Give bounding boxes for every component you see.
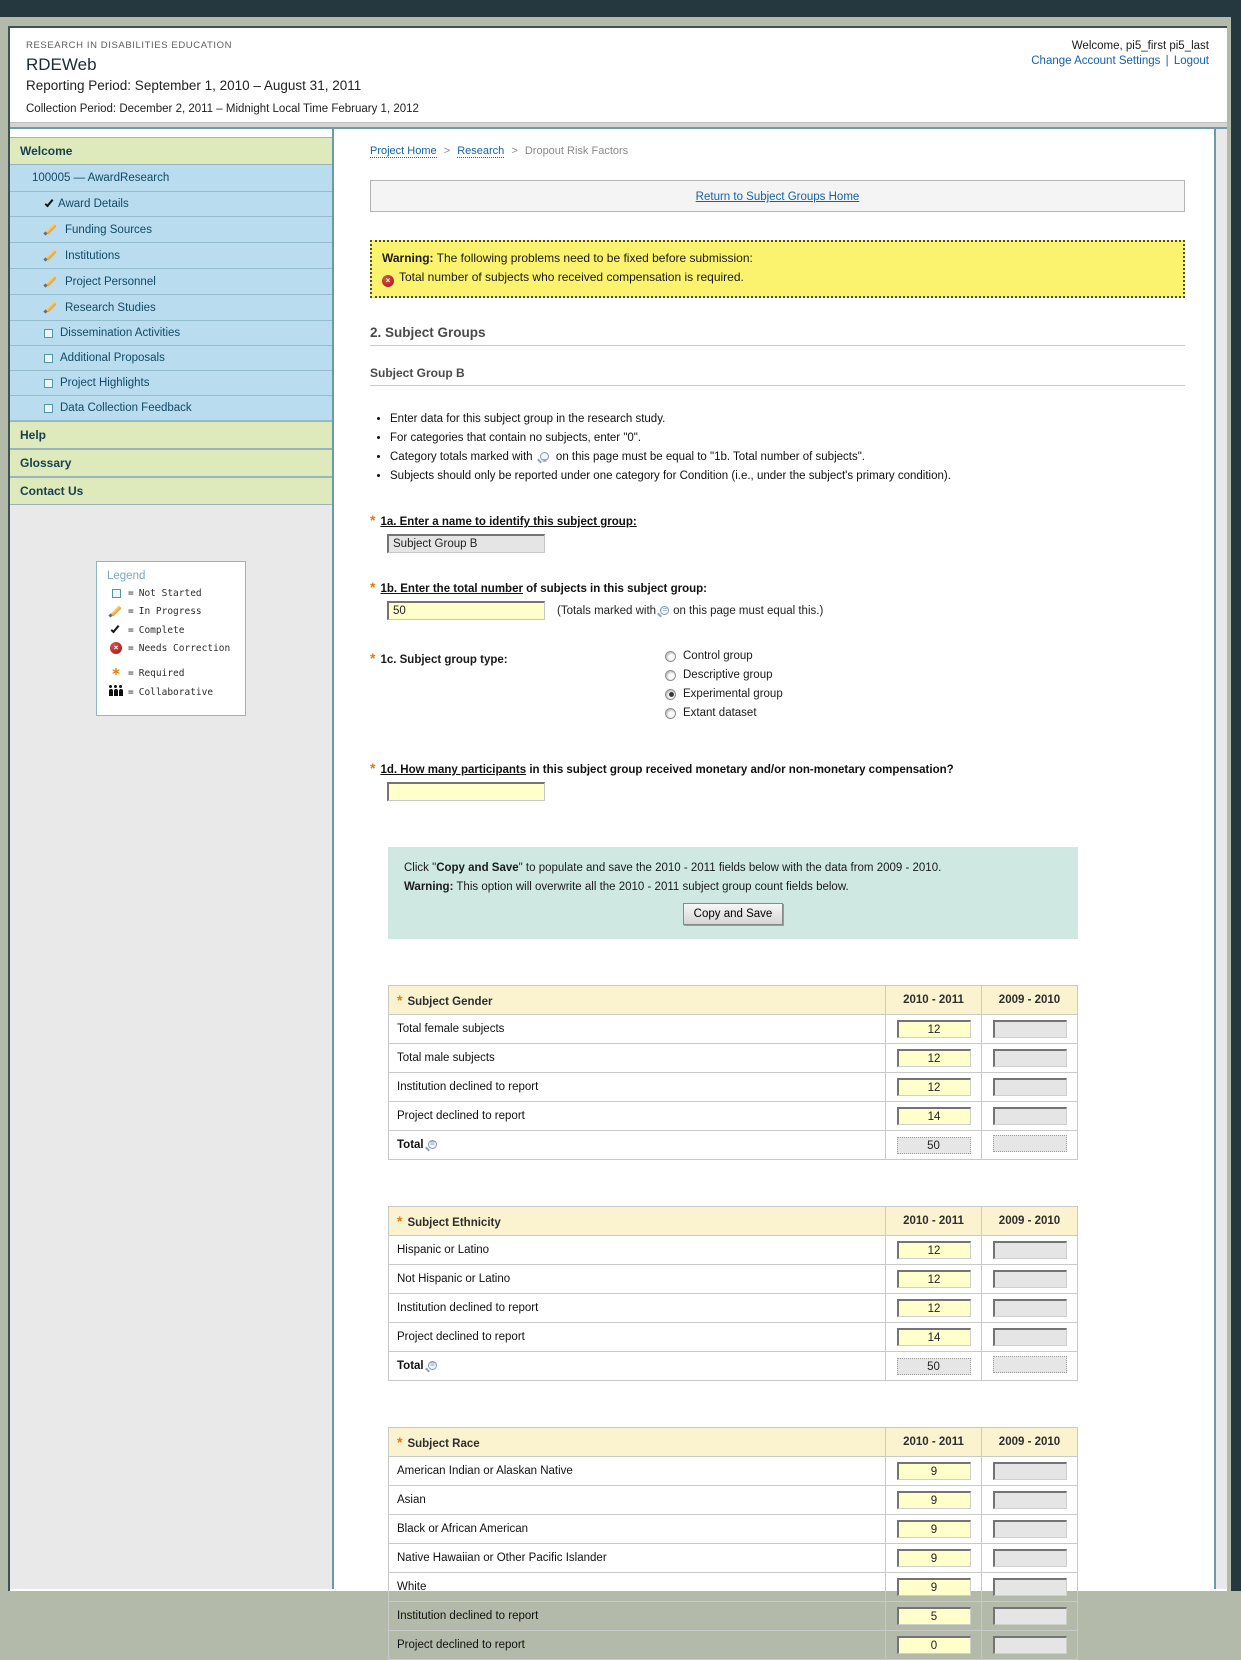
sidebar-header-welcome[interactable]: Welcome [10, 137, 332, 165]
table-row [389, 1544, 1078, 1573]
field-1d-label: 1d. How many participants [380, 764, 527, 776]
subject-ethnicity-institution-declined-to-report-2010-input[interactable] [897, 1299, 971, 1317]
radio-button-icon[interactable] [665, 670, 676, 681]
field-1c-label: 1c. Subject group type: [380, 654, 508, 666]
radio-label: Extant dataset [683, 707, 757, 719]
row-label: Total female subjects [389, 1015, 886, 1044]
breadcrumb-separator: > [443, 145, 451, 157]
instructions-list [390, 410, 1185, 486]
sidebar-header-contact-us[interactable]: Contact Us [10, 477, 332, 505]
sidebar-item-project-highlights[interactable]: Project Highlights [10, 371, 332, 396]
field-1b-note-pre: (Totals marked with [557, 605, 657, 617]
row-label: Hispanic or Latino [389, 1236, 886, 1265]
table-row [389, 1486, 1078, 1515]
table-row [389, 1015, 1078, 1044]
legend-item-required: * = Required [111, 664, 185, 683]
field-1c [370, 650, 1185, 726]
radio-extant-dataset[interactable] [665, 707, 783, 719]
copy-line1-pre: Click " [404, 862, 437, 874]
row-label: Total male subjects [389, 1044, 886, 1073]
subject-race-asian-2010-input[interactable] [897, 1491, 971, 1509]
org-name: RESEARCH IN DISABILITIES EDUCATION [26, 40, 233, 51]
error-icon [382, 275, 394, 287]
subject-ethnicity-not-hispanic-or-latino-2009-input[interactable] [993, 1270, 1067, 1288]
legend-item-complete: = Complete [107, 624, 235, 636]
pencil-icon [44, 249, 58, 262]
main-content [334, 129, 1227, 1651]
subject-ethnicity-header [389, 1207, 886, 1236]
sidebar-header-help[interactable]: Help [10, 421, 332, 449]
legend-item-in-progress: = In Progress [107, 605, 235, 618]
check-icon [110, 624, 119, 633]
collection-period: Collection Period: December 2, 2011 – Midnight Local Time February 1, 2012 [26, 103, 419, 115]
breadcrumb [370, 145, 1185, 157]
row-label: Asian [389, 1486, 886, 1515]
link-divider: | [1165, 55, 1169, 67]
column-header-2009-2010: 2009 - 2010 [982, 1428, 1078, 1457]
legend-box [96, 561, 246, 716]
subject-ethnicity-table [388, 1206, 1078, 1381]
pencil-icon [44, 275, 58, 288]
sidebar-item-dissemination-activities[interactable]: Dissemination Activities [10, 321, 332, 346]
logout-link[interactable]: Logout [1173, 55, 1209, 67]
radio-descriptive-group[interactable] [665, 669, 783, 681]
copy-line1-post: " to populate and save the 2010 - 2011 fields below with the data from 2009 - 2010. [518, 862, 942, 874]
column-header-2009-2010: 2009 - 2010 [982, 986, 1078, 1015]
page-frame-right [1231, 0, 1241, 1591]
sidebar-item-institutions[interactable]: Institutions [10, 243, 332, 269]
subject-gender-total-male-subjects-2009-input[interactable] [993, 1049, 1067, 1067]
table-row [389, 1044, 1078, 1073]
required-icon: * [370, 650, 376, 666]
warning-error-text: Total number of subjects who received compensation is required. [399, 270, 744, 284]
subject-ethnicity-not-hispanic-or-latino-2010-input[interactable] [897, 1270, 971, 1288]
table-total-row [389, 1352, 1078, 1381]
table-row [389, 1631, 1078, 1660]
header-divider [10, 122, 1227, 129]
check-icon [45, 198, 54, 207]
legend-item-needs-correction: × = Needs Correction [107, 642, 235, 654]
radio-experimental-group[interactable] [665, 688, 783, 700]
field-1b [370, 579, 1185, 620]
legend-title: Legend [107, 570, 146, 582]
subject-ethnicity-project-declined-to-report-2009-input[interactable] [993, 1328, 1067, 1346]
breadcrumb-research[interactable]: Research [457, 145, 505, 157]
table-row [389, 1515, 1078, 1544]
subject-race-american-indian-or-alaskan-native-2009-input[interactable] [993, 1462, 1067, 1480]
legend-label: Required [138, 668, 185, 679]
total-subjects-input[interactable] [387, 601, 545, 620]
magnifier-icon [660, 606, 669, 615]
sidebar-item-award-details[interactable]: Award Details [10, 192, 332, 217]
subject-race-institution-declined-to-report-2009-input[interactable] [993, 1607, 1067, 1625]
radio-label: Control group [683, 650, 753, 662]
subject-gender-header [389, 986, 886, 1015]
magnifier-icon [540, 452, 549, 461]
field-1b-label: 1b. Enter the total number [380, 583, 523, 595]
table-row [389, 1323, 1078, 1352]
welcome-user-text: Welcome, pi5_first pi5_last [1071, 40, 1209, 52]
field-1d-label-rest: in this subject group received monetary and/or non-monetary compensation? [529, 764, 954, 776]
sidebar-top-gap [10, 129, 332, 137]
row-label: Project declined to report [389, 1323, 886, 1352]
magnifier-icon [428, 1140, 437, 1149]
field-1b-note-post: on this page must equal this.) [673, 605, 824, 617]
copy-save-box [388, 847, 1078, 939]
subject-group-type-radios [665, 650, 783, 726]
subject-gender-table [388, 985, 1078, 1160]
required-icon: * [397, 1434, 403, 1450]
return-to-subject-groups-link[interactable]: Return to Subject Groups Home [695, 191, 860, 203]
radio-button-icon[interactable] [665, 689, 676, 700]
warning-title: Warning: [382, 251, 434, 265]
required-icon: * [370, 512, 376, 528]
required-icon: * [397, 992, 403, 1008]
pencil-icon [109, 605, 123, 618]
table-title: Subject Race [407, 1438, 480, 1450]
subject-gender-institution-declined-to-report-2009-input[interactable] [993, 1078, 1067, 1096]
field-1a [370, 512, 1185, 553]
reporting-period: Reporting Period: September 1, 2010 – August 31, 2011 [26, 78, 362, 93]
subject-race-black-or-african-american-2009-input[interactable] [993, 1520, 1067, 1538]
table-total-row [389, 1131, 1078, 1160]
square-icon [44, 354, 53, 363]
row-label: American Indian or Alaskan Native [389, 1457, 886, 1486]
section-title: 2. Subject Groups [370, 325, 1185, 346]
row-label: White [389, 1573, 886, 1602]
radio-label: Experimental group [683, 688, 783, 700]
legend-item-not-started: = Not Started [107, 588, 235, 599]
subject-race-table [388, 1427, 1078, 1660]
subject-race-native-hawaiian-or-other-pacific-islander-2009-input[interactable] [993, 1549, 1067, 1567]
row-label: Project declined to report [389, 1102, 886, 1131]
subject-gender-total-2009 [993, 1135, 1067, 1152]
subject-ethnicity-total-2010: 50 [897, 1358, 971, 1375]
sidebar-item-funding-sources[interactable]: Funding Sources [10, 217, 332, 243]
copy-and-save-button[interactable]: Copy and Save [683, 903, 784, 925]
row-label: Not Hispanic or Latino [389, 1265, 886, 1294]
copy-line1-bold: Copy and Save [436, 862, 519, 874]
subject-race-project-declined-to-report-2009-input[interactable] [993, 1636, 1067, 1654]
app-header [10, 28, 1227, 122]
radio-control-group[interactable] [665, 650, 783, 662]
square-icon [44, 329, 53, 338]
subject-gender-project-declined-to-report-2009-input[interactable] [993, 1107, 1067, 1125]
sidebar-item-additional-proposals[interactable]: Additional Proposals [10, 346, 332, 371]
legend-label: Complete [138, 624, 185, 636]
table-row [389, 1602, 1078, 1631]
subject-gender-total-female-subjects-2009-input[interactable] [993, 1020, 1067, 1038]
table-row [389, 1294, 1078, 1323]
instruction-bullet: • Enter data for this subject group in the research study. [390, 410, 1185, 429]
return-bar [370, 180, 1185, 212]
copy-line2-bold: Warning: [404, 881, 454, 893]
column-header-2009-2010: 2009 - 2010 [982, 1207, 1078, 1236]
subject-group-title: Subject Group B [370, 366, 1185, 386]
table-row [389, 1073, 1078, 1102]
table-title: Subject Ethnicity [407, 1217, 501, 1229]
legend-label: In Progress [138, 606, 202, 617]
sidebar-item-research-studies[interactable]: Research Studies [10, 295, 332, 321]
square-icon [44, 379, 53, 388]
subject-gender-total-male-subjects-2010-input[interactable] [897, 1049, 971, 1067]
instruction-bullet: • Subjects should only be reported under one category for Condition (i.e., under the subject's primary condition). [390, 467, 1185, 486]
radio-button-icon[interactable] [665, 651, 676, 662]
subject-race-institution-declined-to-report-2010-input[interactable] [897, 1607, 971, 1625]
error-icon [110, 642, 122, 654]
copy-line2-rest: This option will overwrite all the 2010 - 2011 subject group count fields below. [456, 881, 849, 893]
sidebar [10, 129, 334, 1589]
subject-gender-total-2010: 50 [897, 1137, 971, 1154]
subject-ethnicity-hispanic-or-latino-2010-input[interactable] [897, 1241, 971, 1259]
change-account-settings-link[interactable]: Change Account Settings [1031, 55, 1161, 67]
table-row [389, 1102, 1078, 1131]
field-1a-label: 1a. Enter a name to identify this subject group: [380, 516, 637, 528]
legend-label: Needs Correction [138, 642, 231, 654]
subject-race-white-2010-input[interactable] [897, 1578, 971, 1596]
row-label: Black or African American [389, 1515, 886, 1544]
page-container [8, 26, 1227, 1651]
legend-label: Collaborative [138, 686, 214, 698]
row-label: Native Hawaiian or Other Pacific Islander [389, 1544, 886, 1573]
instruction-bullet: • For categories that contain no subjects, enter "0". [390, 429, 1185, 448]
table-title: Subject Gender [407, 996, 493, 1008]
row-label: Institution declined to report [389, 1294, 886, 1323]
subject-race-project-declined-to-report-2010-input[interactable] [897, 1636, 971, 1654]
table-header-row [389, 1207, 1078, 1236]
warning-text: The following problems need to be fixed before submission: [436, 251, 753, 265]
total-label-text: Total [397, 1139, 424, 1151]
page-frame-top [0, 0, 1241, 17]
table-row [389, 1265, 1078, 1294]
subject-race-header [389, 1428, 886, 1457]
square-icon [112, 589, 121, 598]
user-block [1031, 40, 1209, 67]
required-icon: * [111, 664, 121, 683]
subject-gender-project-declined-to-report-2010-input[interactable] [897, 1107, 971, 1125]
sidebar-award-item[interactable]: 100005 — AwardResearch [10, 165, 332, 192]
table-header-row [389, 986, 1078, 1015]
row-label: Project declined to report [389, 1631, 886, 1660]
subject-gender-institution-declined-to-report-2010-input[interactable] [897, 1078, 971, 1096]
column-header-2010-2011: 2010 - 2011 [886, 1207, 982, 1236]
subject-group-name-input[interactable] [387, 534, 545, 553]
subject-gender-total-female-subjects-2010-input[interactable] [897, 1020, 971, 1038]
square-icon [44, 404, 53, 413]
sidebar-header-glossary[interactable]: Glossary [10, 449, 332, 477]
legend-item-collaborative: = Collaborative [107, 685, 235, 699]
app-title: RDEWeb [26, 55, 97, 74]
radio-button-icon[interactable] [665, 708, 676, 719]
pencil-icon [44, 301, 58, 314]
table-header-row [389, 1428, 1078, 1457]
sidebar-item-data-collection-feedback[interactable]: Data Collection Feedback [10, 396, 332, 421]
warning-box [370, 240, 1185, 298]
collaborative-icon [109, 685, 124, 699]
table-row [389, 1457, 1078, 1486]
subject-race-native-hawaiian-or-other-pacific-islander-2010-input[interactable] [897, 1549, 971, 1567]
required-icon: * [397, 1213, 403, 1229]
instruction-bullet: • Category totals marked with = on this page must be equal to "1b. Total number of subjects". [390, 448, 1185, 467]
subject-ethnicity-hispanic-or-latino-2009-input[interactable] [993, 1241, 1067, 1259]
pencil-icon [44, 223, 58, 236]
subject-race-black-or-african-american-2010-input[interactable] [897, 1520, 971, 1538]
field-1b-label-rest: of subjects in this subject group: [526, 583, 707, 595]
subject-ethnicity-institution-declined-to-report-2009-input[interactable] [993, 1299, 1067, 1317]
table-row [389, 1573, 1078, 1602]
sidebar-item-project-personnel[interactable]: Project Personnel [10, 269, 332, 295]
breadcrumb-separator: > [511, 145, 518, 157]
subject-ethnicity-total-2009 [993, 1356, 1067, 1373]
breadcrumb-project-home[interactable]: Project Home [370, 145, 437, 157]
legend-label: Not Started [138, 588, 202, 599]
column-header-2010-2011: 2010 - 2011 [886, 1428, 982, 1457]
magnifier-icon [428, 1361, 437, 1370]
main-right-gutter [1216, 129, 1227, 1589]
breadcrumb-current: Dropout Risk Factors [524, 145, 629, 157]
required-icon: * [370, 579, 376, 595]
subject-race-asian-2009-input[interactable] [993, 1491, 1067, 1509]
compensation-count-input[interactable] [387, 782, 545, 801]
total-label-text: Total [397, 1360, 424, 1372]
radio-label: Descriptive group [683, 669, 773, 681]
subject-race-american-indian-or-alaskan-native-2010-input[interactable] [897, 1462, 971, 1480]
subject-ethnicity-project-declined-to-report-2010-input[interactable] [897, 1328, 971, 1346]
column-header-2010-2011: 2010 - 2011 [886, 986, 982, 1015]
row-label: Institution declined to report [389, 1073, 886, 1102]
table-row [389, 1236, 1078, 1265]
subject-race-white-2009-input[interactable] [993, 1578, 1067, 1596]
field-1d [370, 760, 1185, 801]
required-icon: * [370, 760, 376, 776]
row-label: Institution declined to report [389, 1602, 886, 1631]
